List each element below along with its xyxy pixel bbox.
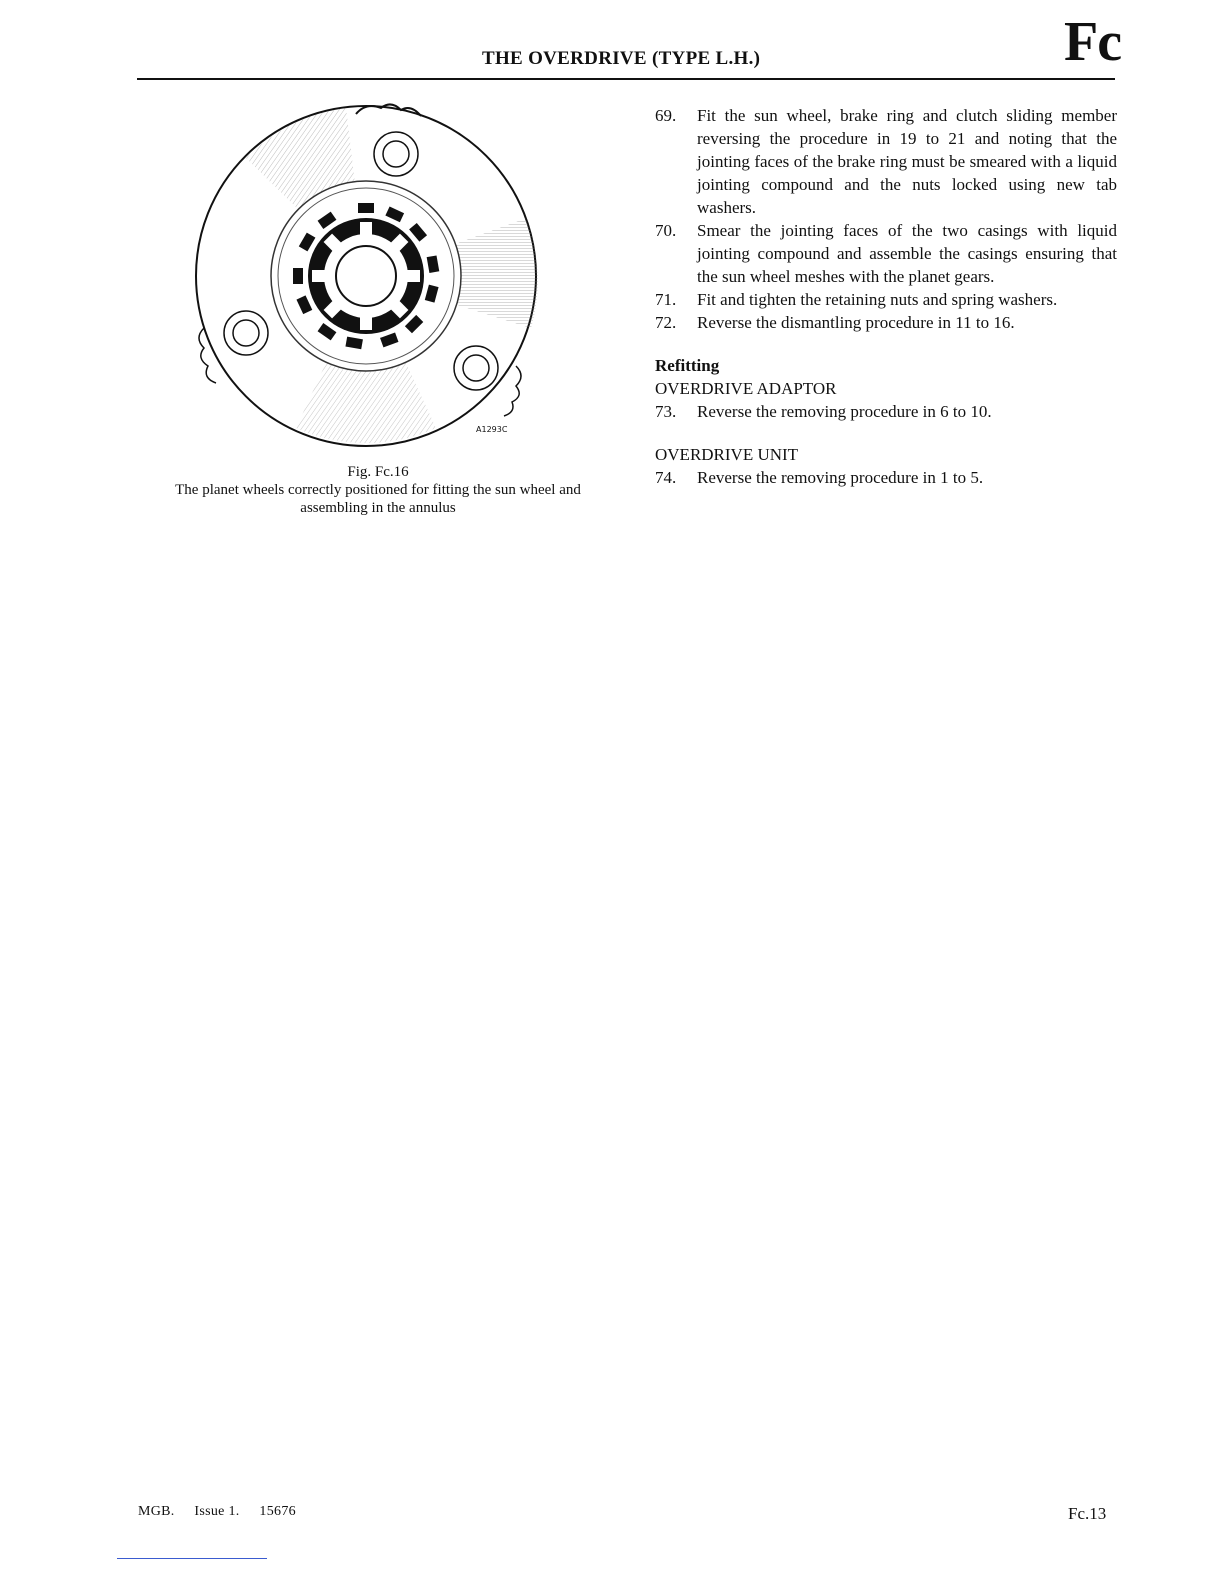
step-text: Fit and tighten the retaining nuts and spring washers. [697,290,1058,309]
figure-ref-code: A1293C [476,425,508,434]
refitting-heading: Refitting [655,356,720,375]
section-code: Fc [1064,11,1122,73]
step-text: Reverse the removing procedure in 1 to 5. [697,468,984,487]
step-number: 72. [655,313,677,332]
step-text: Reverse the removing procedure in 6 to 10. [697,402,992,421]
footer-number: 15676 [259,1504,296,1519]
footer-info [138,1504,312,1520]
adaptor-title: OVERDRIVE ADAPTOR [655,379,837,398]
header-rule [137,78,1115,80]
footer-issue: Issue 1. [194,1504,240,1519]
step-number: 74. [655,468,677,487]
step-number: 69. [655,106,677,125]
step-text: Smear the jointing faces of the two casings with liquid jointing compound and assemble the casings ensuring that the sun wheel meshes with the planet gears. [697,221,1117,286]
page-number: Fc.13 [1068,1504,1107,1523]
figure-caption-text: The planet wheels correctly positioned for fitting the sun wheel and assembling in the annulus [175,482,581,516]
step-70 [655,219,1117,288]
figure-label: Fig. Fc.16 [347,464,409,480]
procedure-column [655,104,1117,489]
step-73 [655,400,1117,423]
planet-wheels-figure [186,98,546,458]
step-number: 71. [655,290,677,309]
footer-model: MGB. [138,1504,175,1519]
step-74 [655,466,1117,489]
figure-caption [150,463,606,517]
page-title: THE OVERDRIVE (TYPE L.H.) [482,48,761,69]
unit-title: OVERDRIVE UNIT [655,445,799,464]
step-69 [655,104,1117,219]
step-number: 73. [655,402,677,421]
bottom-rule [117,1558,267,1559]
step-number: 70. [655,221,677,240]
step-text: Reverse the dismantling procedure in 11 to 16. [697,313,1015,332]
step-text: Fit the sun wheel, brake ring and clutch sliding member reversing the procedure in 19 to 21 and noting that the jointing faces of the brake ring must be smeared with a liquid jointing compound and the nuts locked using new tab washers. [697,106,1117,217]
planet-carrier-drawing [186,98,546,458]
step-72 [655,311,1117,334]
step-71 [655,288,1117,311]
